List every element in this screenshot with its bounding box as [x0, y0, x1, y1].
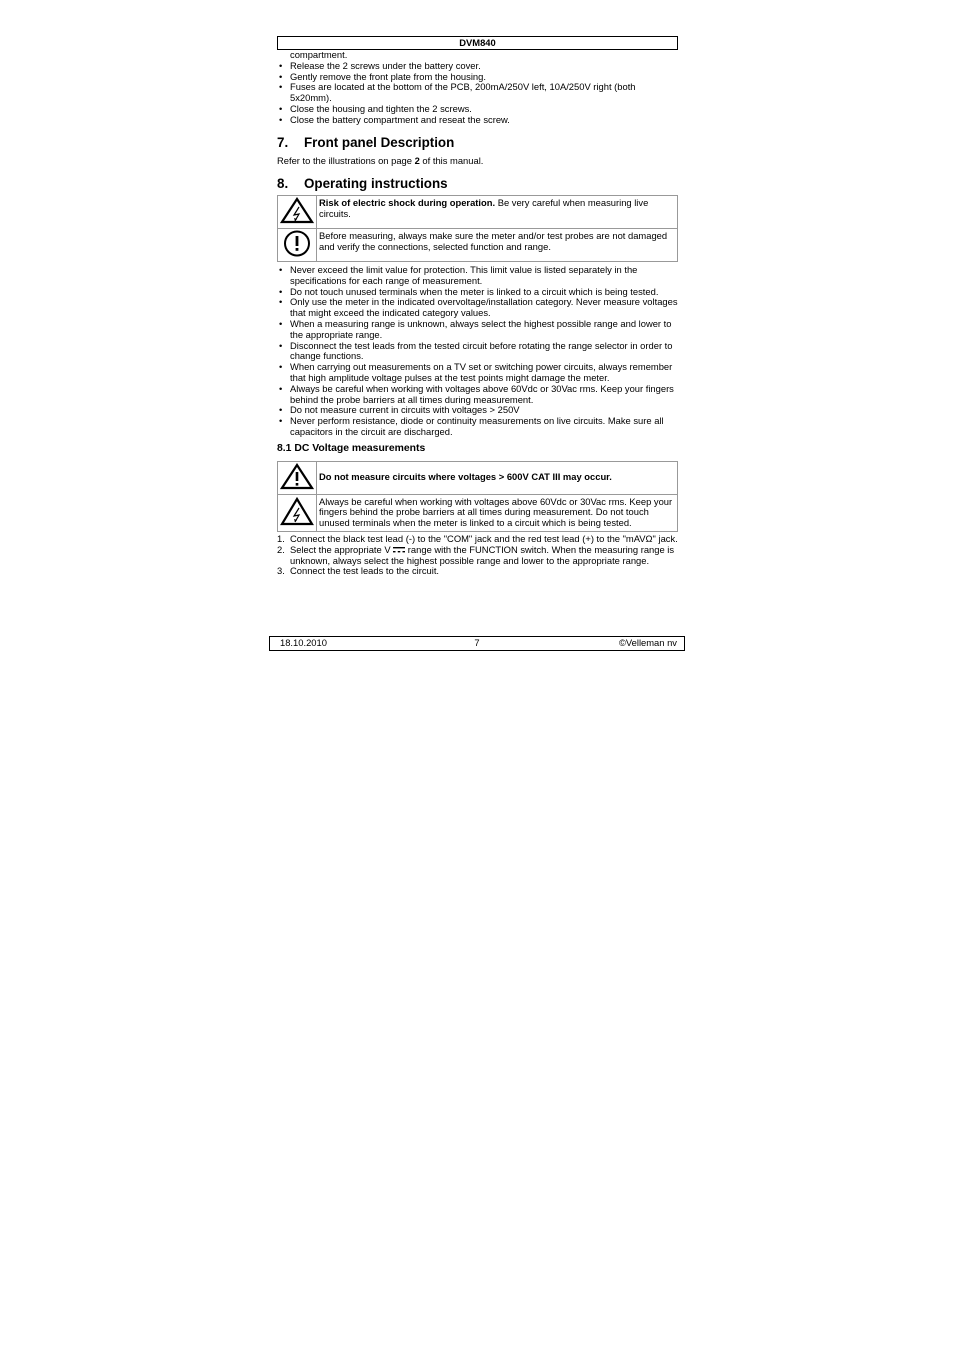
page-header: DVM840	[277, 36, 678, 50]
warning-icon-cell	[278, 196, 317, 229]
list-item: 2. Select the appropriate V range with the FUNCTION switch. When the measuring range is unknown, always select the highest possible range and lower to the appropriate range.	[277, 543, 675, 566]
dc-voltage-steps	[277, 534, 678, 577]
manual-page	[277, 36, 678, 577]
operating-warnings-table	[277, 195, 678, 262]
section-8-1-heading: 8.1 DC Voltage measurements	[277, 442, 426, 454]
warning-row	[278, 461, 678, 494]
footer-date: 18.10.2010	[280, 637, 327, 648]
dc-voltage-warnings-table	[277, 461, 678, 532]
list-item: • Do not touch unused terminals when the meter is linked to a circuit which is being tested.	[277, 287, 678, 298]
warning-text: Do not measure circuits where voltages > 600V CAT III may occur.	[317, 461, 678, 494]
list-item: • Disconnect the test leads from the tested circuit before rotating the range selector in order to change functions.	[277, 341, 678, 363]
section-8-heading: 8. Operating instructions	[277, 176, 448, 192]
list-item: • Gently remove the front plate from the housing.	[277, 72, 678, 83]
list-item: • Close the housing and tighten the 2 screws.	[277, 104, 678, 115]
warning-icon-cell	[278, 494, 317, 531]
warning-icon-cell	[278, 461, 317, 494]
shock-warning-icon	[280, 197, 314, 224]
warning-row	[278, 494, 678, 531]
list-item: • Never perform resistance, diode or continuity measurements on live circuits. Make sure all capacitors in the circuit are discharged.	[277, 416, 678, 438]
intro-bullet-list	[277, 61, 678, 126]
list-item: • Fuses are located at the bottom of the PCB, 200mA/250V left, 10A/250V right (both 5x20mm).	[277, 82, 678, 104]
caution-icon	[282, 230, 312, 257]
list-item: • When carrying out measurements on a TV set or switching power circuits, always remember that high amplitude voltage pulses at the test points might damage the meter.	[277, 362, 678, 384]
intro-continuation: compartment.	[290, 49, 348, 60]
list-item: 3. Connect the test leads to the circuit.	[277, 565, 440, 577]
dc-voltage-icon	[393, 546, 405, 554]
list-item: • Close the battery compartment and reseat the screw.	[277, 115, 678, 126]
warning-row	[278, 196, 678, 229]
list-item: • Do not measure current in circuits with voltages > 250V	[277, 405, 678, 416]
warning-row	[278, 229, 678, 262]
page-reference: 2	[414, 154, 420, 166]
footer-copyright: ©Velleman nv	[619, 637, 677, 648]
list-item: • Never exceed the limit value for protection. This limit value is listed separately in the specifications for each range of measurement.	[277, 265, 678, 287]
list-item: • When a measuring range is unknown, always select the highest possible range and lower to the appropriate range.	[277, 319, 678, 341]
section-7-text: Refer to the illustrations on page 2 of this manual.	[277, 154, 484, 166]
caution-triangle-icon	[280, 463, 314, 490]
list-item: 1. Connect the black test lead (-) to the "COM" jack and the red test lead (+) to the "mAVΩ" jack.	[277, 532, 678, 544]
warning-icon-cell	[278, 229, 317, 262]
footer-page-number: 7	[474, 637, 480, 648]
operating-bullet-list	[277, 265, 678, 438]
list-item: • Always be careful when working with voltages above 60Vdc or 30Vac rms. Keep your fingers behind the probe barriers at all times during measurement.	[277, 384, 678, 406]
list-item: • Only use the meter in the indicated overvoltage/installation category. Never measure voltages that might exceed the indicated category values.	[277, 297, 678, 319]
section-7-heading: 7. Front panel Description	[277, 134, 455, 150]
list-item: • Release the 2 screws under the battery cover.	[277, 61, 678, 72]
warning-text: Always be careful when working with voltages above 60Vdc or 30Vac rms. Keep your fingers behind the probe barriers at all times during measurement. Do not touch unused terminals when the meter is linked to a circuit which is being tested.	[317, 494, 678, 531]
shock-warning-icon	[280, 496, 314, 526]
page-footer	[269, 636, 685, 651]
warning-text: Before measuring, always make sure the meter and/or test probes are not damaged and verify the connections, selected function and range.	[317, 229, 678, 262]
warning-text: Risk of electric shock during operation. Be very careful when measuring live circuits.	[317, 196, 678, 229]
